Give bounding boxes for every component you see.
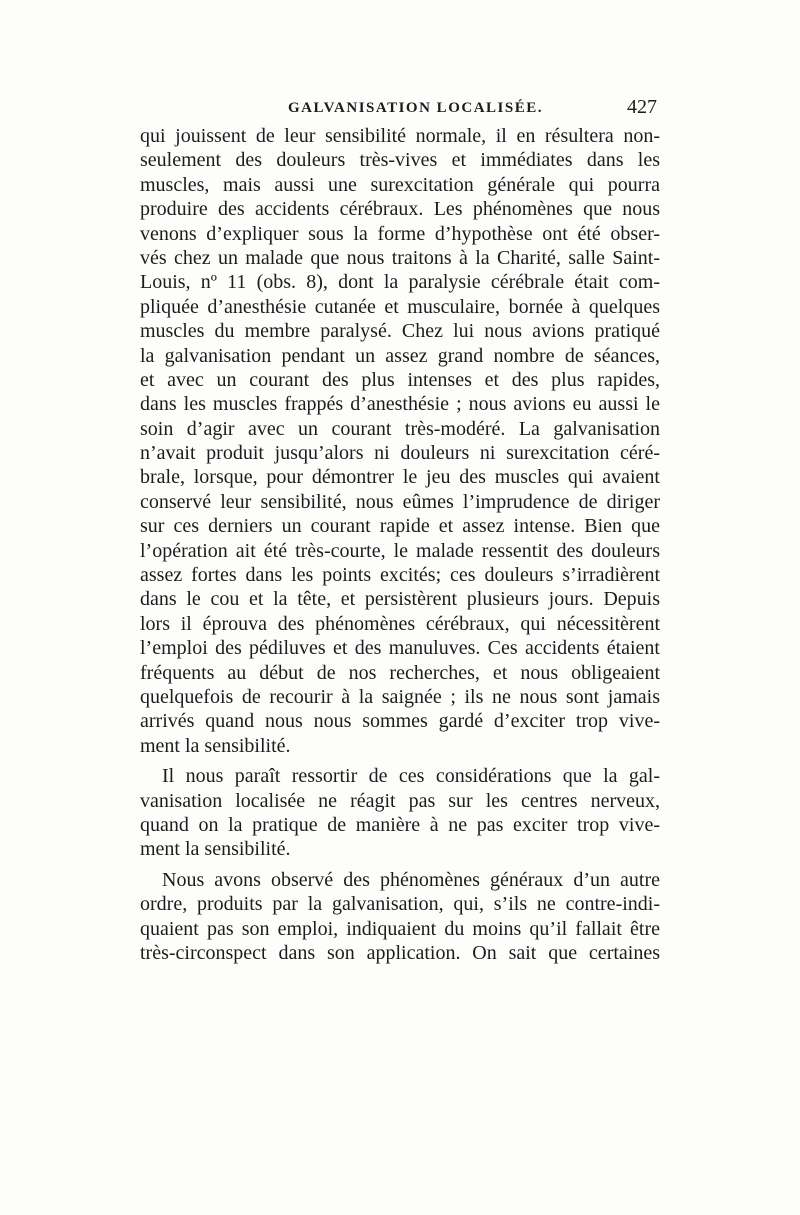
text-line: produire des accidents cérébraux. Les phénomènes que nous xyxy=(140,198,660,221)
text-line: dans le cou et la tête, et persistèrent plusieurs jours. Depuis xyxy=(140,588,660,611)
text-line: Louis, nº 11 (obs. 8), dont la paralysie cérébrale était com- xyxy=(140,271,660,294)
text-line: arrivés quand nous nous sommes gardé d’exciter trop vive- xyxy=(140,710,660,733)
text-line: très-circonspect dans son application. On sait que certaines xyxy=(140,941,660,964)
paragraph xyxy=(140,764,660,862)
running-title: GALVANISATION LOCALISÉE. xyxy=(288,100,543,116)
text-line: Nous avons observé des phénomènes généraux d’un autre xyxy=(162,868,660,891)
text-line: conservé leur sensibilité, nous eûmes l’imprudence de diriger xyxy=(140,490,660,513)
paragraph xyxy=(140,124,660,758)
text-line: vés chez un malade que nous traitons à la Charité, salle Saint- xyxy=(140,246,660,269)
page-number: 427 xyxy=(627,96,657,118)
text-line: n’avait produit jusqu’alors ni douleurs ni surexcitation céré- xyxy=(140,442,660,465)
text-line: qui jouissent de leur sensibilité normale, il en résultera non- xyxy=(140,125,660,147)
text-line: l’opération ait été très-courte, le malade ressentit des douleurs xyxy=(140,539,660,562)
text-line: dans les muscles frappés d’anesthésie ; nous avions eu aussi le xyxy=(140,393,660,416)
text-line: lors il éprouva des phénomènes cérébraux, qui nécessitèrent xyxy=(140,612,660,635)
text-line: et avec un courant des plus intenses et des plus rapides, xyxy=(140,368,660,391)
text-line: ment la sensibilité. xyxy=(140,734,291,757)
body-text xyxy=(140,124,660,965)
text-line: quand on la pratique de manière à ne pas exciter trop vive- xyxy=(140,813,660,836)
text-line: l’emploi des pédiluves et des manuluves. Ces accidents étaient xyxy=(140,637,660,660)
page-header xyxy=(142,96,657,122)
text-line: brale, lorsque, pour démontrer le jeu des muscles qui avaient xyxy=(140,466,660,489)
text-line: Il nous paraît ressortir de ces considérations que la gal- xyxy=(162,765,660,788)
text-line: quelquefois de recourir à la saignée ; ils ne nous sont jamais xyxy=(140,685,660,708)
text-line: fréquents au début de nos recherches, et nous obligeaient xyxy=(140,661,660,684)
text-line: seulement des douleurs très-vives et immédiates dans les xyxy=(140,149,660,172)
paragraph xyxy=(140,868,660,966)
text-line: venons d’expliquer sous la forme d’hypothèse ont été obser- xyxy=(140,222,660,245)
text-line: ment la sensibilité. xyxy=(140,838,291,861)
text-line: muscles du membre paralysé. Chez lui nous avions pratiqué xyxy=(140,320,660,343)
text-line: la galvanisation pendant un assez grand nombre de séances, xyxy=(140,344,660,367)
text-line: soin d’agir avec un courant très-modéré. La galvanisation xyxy=(140,417,660,440)
text-line: ordre, produits par la galvanisation, qui, s’ils ne contre-indi- xyxy=(140,893,660,916)
text-line: pliquée d’anesthésie cutanée et musculaire, bornée à quelques xyxy=(140,295,660,318)
text-line: sur ces derniers un courant rapide et assez intense. Bien que xyxy=(140,515,660,538)
text-line: quaient pas son emploi, indiquaient du moins qu’il fallait être xyxy=(140,917,660,940)
text-line: vanisation localisée ne réagit pas sur les centres nerveux, xyxy=(140,789,660,812)
text-line: assez fortes dans les points excités; ces douleurs s’irradièrent xyxy=(140,564,660,587)
text-line: muscles, mais aussi une surexcitation générale qui pourra xyxy=(140,173,660,196)
